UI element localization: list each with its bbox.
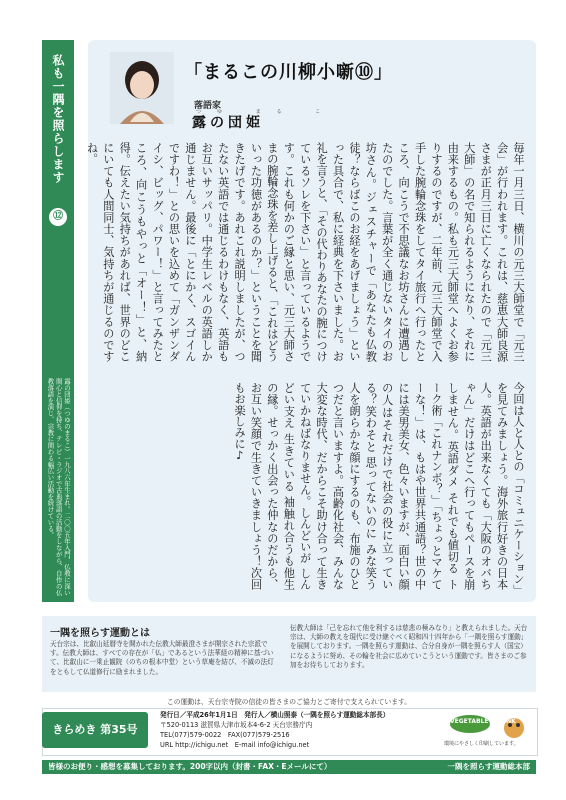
movement-text-left: 天台宗は、比叡山延暦寺を開かれた伝教大師最澄さまが開宗された宗派です。伝教大師は、すべての存在が「仏」であるという法華経の精神に基づいて、比叡山に一乗止観院（のちの根本中堂）という草庵を結び、不滅の法灯をともして仏道修行に励まれました。	[50, 640, 274, 676]
article-body-lower: 今回は人と人との「コミュニケーション」を見てみましょう。海外旅行好きの日本人。英語が出来なくても「大阪のオバちゃん」だけはどこへ行ってもペースを崩しません。英語ダメ それでも値切る トーク術「これナンボ？」「ちょっとマケてーな！」は、もはや世界共通語？世の中には美男美女、色々いますが、面白い顔の人はそれだけで社会の役に立っている？笑わそと 思ってないのに みな笑う 人を朗らかな顔にするのも、布施のひとつだと言いますよ。高齢化社会、みんな大変な時代、だからこそ助け合って生きていかねばなりません。しんどいが しんどい支え 生きている 袖触れ合うも他生の縁。せっかく出会った仲なのだから、お互い笑顔で生きていきましょう！次回もお楽しみに♪	[233, 382, 525, 590]
vegetable-oil-ink-logo	[444, 712, 530, 750]
portrait-image	[110, 52, 174, 124]
feedback-text: 皆様のお便り・感想を募集しております。200字以内（封書・FAX・Eメールにて）	[48, 762, 332, 771]
series-sidebar	[42, 40, 74, 602]
movement-text-right: 伝教大師は「己を忘れて他を利するは慈悲の極みなり」と教えられました。天台宗は、大師の教えを現代に受け継ぐべく昭和四十四年から「一隅を照らす運動」を展開しております。一隅を照らす運動は、合分自身が一隅を照らす人（国宝）になるように努め、その輪を社会に広めていこうという運動です。皆さまのご参加をお待ちしております。	[290, 624, 528, 669]
author-profile: 露の団姫（つゆのまるこ）一九八六年生まれ。二〇〇五年入門、仏教に深い関心と信仰を持ち、テレビ・ラジオで古典落語の活動をしながら、自作の仏教落語を演じ、宗教に関わる幅広い活動を続けている。	[46, 378, 71, 596]
pub-phone: TEL(077)579-0022 FAX(077)579-2516	[160, 731, 290, 739]
feedback-bar	[42, 760, 536, 774]
series-title: 私も一隅を照らします	[51, 54, 65, 184]
author-portrait	[110, 52, 174, 124]
movement-heading: 一隅を照らす運動とは	[50, 628, 150, 639]
veg-logo-text: VEGETABLE OIL INK	[450, 718, 516, 725]
author-role: 落語家	[194, 101, 222, 111]
author-ruby: つゆ まる こ	[196, 109, 337, 115]
pub-date-line: 発行日／平成26年1月1日 発行人／横山照泰（一隅を照らす運動総本部長）	[160, 711, 390, 719]
pub-address: 〒520-0113 滋賀県大津市坂本4-6-2 天台宗務庁内	[160, 721, 313, 729]
issue-label: きらめき 第35号	[42, 712, 148, 748]
support-caption: この運動は、天台宗寺院の信徒の皆さまのご協力とご寄付で支えられています。	[166, 698, 412, 706]
article-body-upper: 毎年一月三日、横川の元三大師堂で「元三会」が行われます。これは、慈恵大師良源さまが正月三日に亡くなられたので「元三大師」の名で知られるようになり、それに由来するもの。私も元三大師堂へよくお参りするのですが、二年前、元三大師堂で入手した腕輪念珠をしてタイ旅行へ行ったところ、向こうで不思議なお坊さんに遭遇したのでした。言葉が全く通じないタイのお坊さん。ジェスチャーで「あなたも仏教徒？ならばこのお経をあげましょう」といった具合で、私に経典を下さいました。お礼を言うと、「その代わりあなたの腕につけているソレを下さい」と言っているようです。これも何かのご縁と思い、元三大師さまの腕輪念珠を差し上げると、「これはどういった功徳があるのか？」ということを聞きたげです。あれこれ説明しましたが、つたない英語では通じるわけもなく、英語もお互いサッパリ。中学生レベルの英語しか通じません。最後に「とにかく、スゴイんですわ！」との思いを込めて「ガンザンダイシ、ビッグ、パワー！」と言ってみたところ、向こうもやっと「オー！」と、納得。伝えたい気持ちがあれば、世界のどこにいても人間同士、気持ちが通じるのですね。	[85, 142, 525, 362]
org-name: 一隅を照らす運動総本部	[447, 762, 530, 771]
veg-logo-sub: 環境にやさしく印刷しています。	[444, 741, 519, 747]
pub-web: URL http://ichigu.net E-mail info@ichigu.net	[160, 741, 310, 749]
article-title: 「まるこの川柳小噺⑩」	[184, 62, 393, 83]
author-name: 露の団姫	[192, 115, 264, 131]
publication-info	[160, 710, 430, 750]
series-number: ⑫	[49, 208, 67, 226]
